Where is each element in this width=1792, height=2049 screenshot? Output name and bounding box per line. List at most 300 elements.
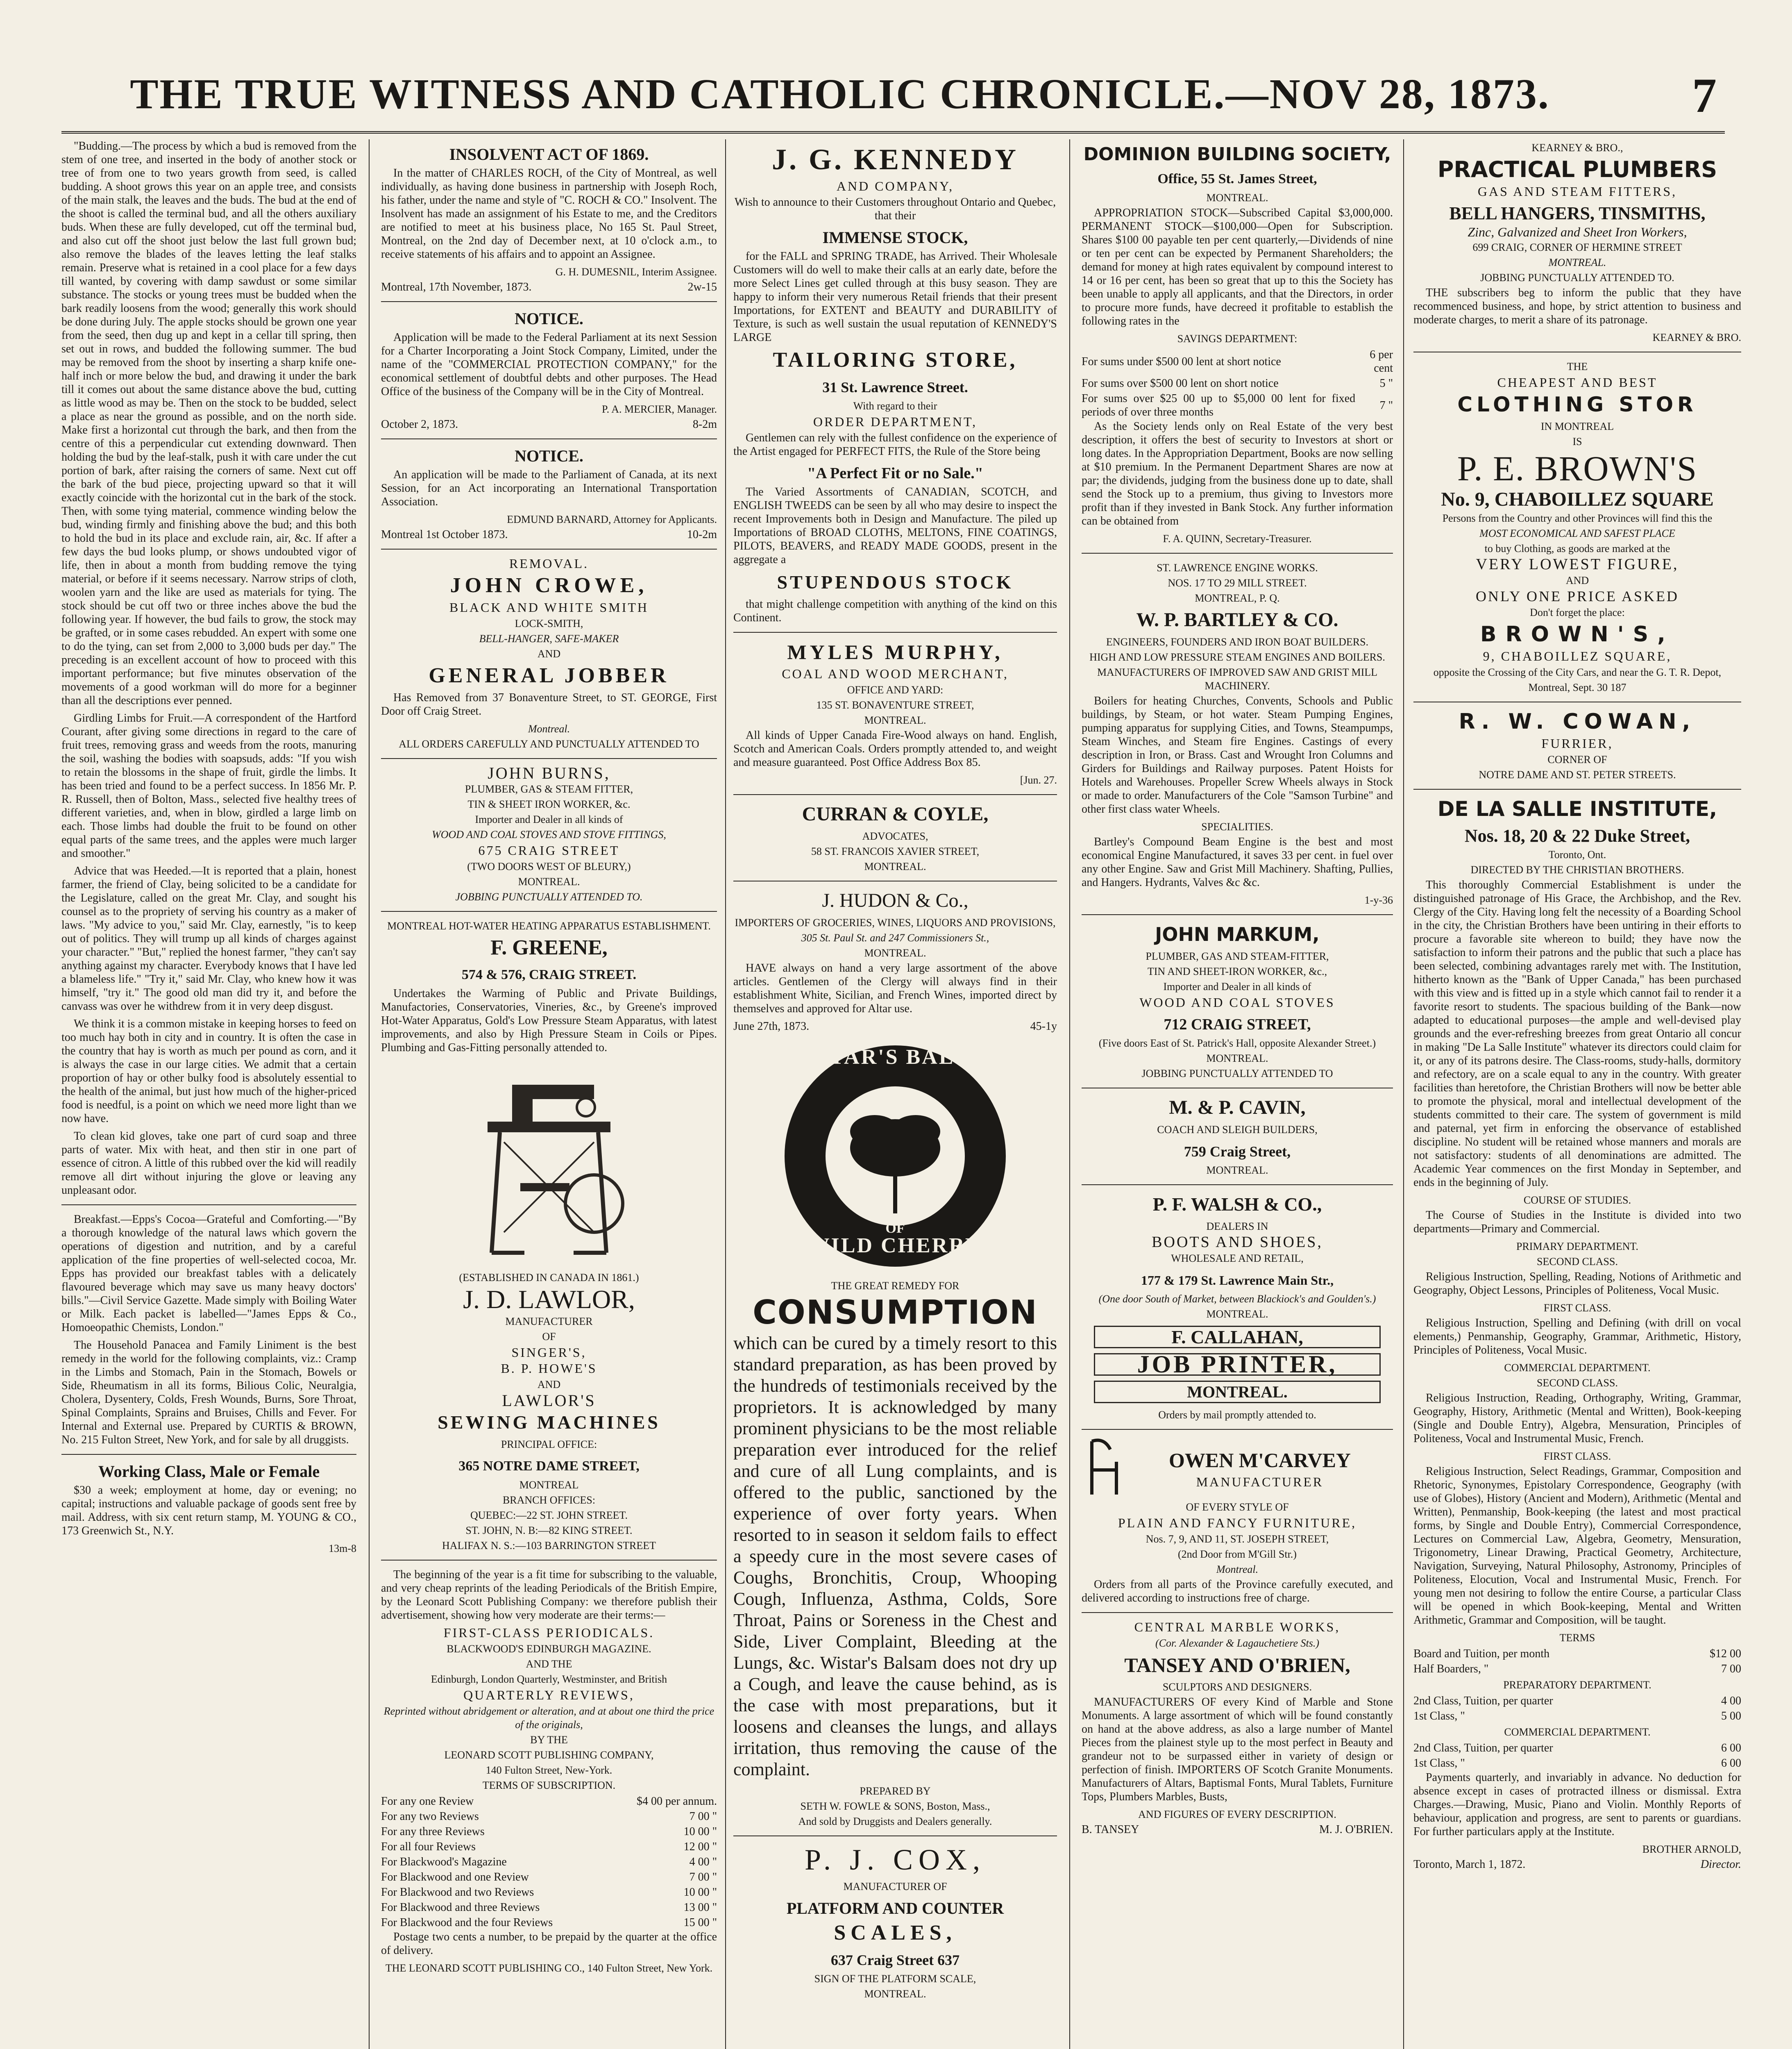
cox-sign: SIGN OF THE PLATFORM SCALE, bbox=[814, 1973, 976, 1985]
cox-scales: SCALES, bbox=[834, 1921, 957, 1945]
table-row: Board and Tuition, per month $12 00 bbox=[1413, 1647, 1741, 1660]
notice2-date: Montreal 1st October 1873. bbox=[381, 528, 508, 541]
walsh-name: P. F. WALSH & CO., bbox=[1152, 1194, 1322, 1215]
divider bbox=[1413, 789, 1741, 790]
brown-buy: to buy Clothing, as goods are marked at the bbox=[1484, 543, 1670, 554]
brown-most: MOST ECONOMICAL AND SAFEST PLACE bbox=[1479, 527, 1675, 539]
salle-first-text: Religious Instruction, Spelling and Defining (with drill on vocal elements,) Penmanship, Geography, Grammar, Arithmetic, History, Principles of Politeness, Vocal Music. bbox=[1413, 1317, 1741, 1356]
wistar-prepared: PREPARED BY bbox=[860, 1785, 931, 1797]
scott-quarterly: QUARTERLY REVIEWS, bbox=[463, 1688, 635, 1702]
markum-city: MONTREAL. bbox=[1206, 1052, 1268, 1064]
bartley-specialities: SPECIALITIES. bbox=[1201, 821, 1273, 833]
kennedy-regard: With regard to their bbox=[853, 400, 937, 412]
lawlor-name: J. D. LAWLOR, bbox=[463, 1285, 635, 1314]
divider bbox=[1082, 1184, 1393, 1185]
insolvent-heading: INSOLVENT ACT OF 1869. bbox=[449, 145, 649, 164]
insolvent-code: 2w-15 bbox=[687, 281, 717, 293]
removal-heading: REMOVAL. bbox=[509, 556, 589, 571]
brown-is: IS bbox=[1572, 436, 1582, 448]
salle-comm: COMMERCIAL DEPARTMENT. bbox=[1504, 1726, 1651, 1738]
hudon-date: June 27th, 1873. bbox=[733, 1020, 810, 1033]
kennedy-text4: that might challenge competition with anything of the kind on this Continent. bbox=[733, 598, 1057, 624]
masthead bbox=[61, 66, 1725, 134]
walsh-trade: BOOTS AND SHOES, bbox=[1152, 1233, 1323, 1251]
table-row: For all four Reviews 12 00 " bbox=[381, 1840, 717, 1853]
scott-blackwood: BLACKWOOD'S EDINBURGH MAGAZINE. bbox=[447, 1643, 651, 1655]
callahan-trade: JOB PRINTER, bbox=[1094, 1353, 1381, 1376]
salle-c-first-text: Religious Instruction, Select Readings, Grammar, Composition and Rhetoric, Synonymes, Epistolary Correspondence, Geography (with use of Globes), History (Ancient and Modern), Arithmetic (Mental and Written), Penmanship, Book-keeping (the latest and most practical forms, by Single and Double Entry), Commercial Correspondence, Lectures on Commercial Law, Algebra, Geometry, Mensuration, Trigonometry, Linear Drawing, Practical Geometry, Architecture, Navigation, Surveying, Natural Philosophy, Astronomy, Principles of Politeness, Elocution, Vocal and Instrumental Music, French. For young men not desiring to follow the entire Course, a particular Class will be opened in which Book-keeping, Mental and Written Arithmetic, Grammar and Composition, will be taught. bbox=[1413, 1465, 1741, 1626]
notice1-heading: NOTICE. bbox=[515, 309, 583, 328]
walsh-sub: WHOLESALE AND RETAIL, bbox=[1171, 1252, 1304, 1264]
column-3 bbox=[733, 139, 1057, 2049]
salle-first: FIRST CLASS. bbox=[1543, 1302, 1611, 1314]
column-5 bbox=[1413, 139, 1741, 2049]
salle-course-text: The Course of Studies in the Institute is divided into two departments—Primary and Commercial. bbox=[1413, 1209, 1741, 1235]
divider bbox=[1082, 1612, 1393, 1613]
cavin-name: M. & P. CAVIN, bbox=[1169, 1097, 1306, 1118]
lawlor-lawlors: LAWLOR'S bbox=[502, 1391, 596, 1410]
brown-price: ONLY ONE PRICE ASKED bbox=[1475, 588, 1679, 604]
dominion-rates-table bbox=[1082, 347, 1393, 420]
dominion-savings: SAVINGS DEPARTMENT: bbox=[1177, 333, 1297, 345]
salle-c-second: SECOND CLASS. bbox=[1537, 1377, 1618, 1389]
scott-sign: THE LEONARD SCOTT PUBLISHING CO., 140 Fulton Street, New York. bbox=[385, 1962, 713, 1974]
brown-name: P. E. BROWN'S bbox=[1457, 449, 1698, 488]
hudon-trade: IMPORTERS OF GROCERIES, WINES, LIQUORS AND PROVISIONS, bbox=[735, 917, 1056, 929]
tansey-works: CENTRAL MARBLE WORKS, bbox=[1134, 1620, 1341, 1634]
tansey-trade: SCULPTORS AND DESIGNERS. bbox=[1162, 1681, 1312, 1693]
notice2-sign: EDMUND BARNARD, Attorney for Applicants. bbox=[507, 513, 717, 525]
bartley-works: ST. LAWRENCE ENGINE WORKS. bbox=[1157, 562, 1318, 574]
mccarvey-trade: PLAIN AND FANCY FURNITURE, bbox=[1118, 1515, 1357, 1530]
working-class-heading: Working Class, Male or Female bbox=[98, 1462, 320, 1481]
divider bbox=[381, 438, 717, 439]
article-oats: We think it is a common mistake in keeping horses to feed on too much hay both in city and in country. It is often the case in the country that hay is worth as much per pound as corn, and it is always the case in our large cities. We admit that a certain proportion of hay or other bulky food is absolutely essential to the health of the animal, but just how much of the higher-priced food is needful, is a point on which we need more light than we now have. bbox=[61, 1018, 356, 1125]
salle-name: DE LA SALLE INSTITUTE, bbox=[1437, 797, 1717, 821]
mccarvey-city: Montreal. bbox=[1216, 1563, 1259, 1575]
salle-sign: BROTHER ARNOLD, bbox=[1642, 1843, 1741, 1855]
mccarvey-name: OWEN M'CARVEY bbox=[1168, 1448, 1351, 1472]
scott-by: BY THE bbox=[530, 1734, 568, 1746]
lawlor-of: OF bbox=[542, 1331, 556, 1343]
tansey-sign1: B. TANSEY bbox=[1082, 1823, 1139, 1836]
scott-postage: Postage two cents a number, to be prepaid by the quarter at the office of delivery. bbox=[381, 1931, 717, 1957]
divider bbox=[1082, 1429, 1393, 1430]
page-number: 7 bbox=[1692, 68, 1717, 123]
brown-text: Persons from the Country and other Provinces will find this the bbox=[1442, 512, 1713, 524]
cavin-city: MONTREAL. bbox=[1206, 1164, 1268, 1176]
hudon-name: J. HUDON & Co., bbox=[822, 890, 969, 911]
curran-address: 58 ST. FRANCOIS XAVIER STREET, bbox=[811, 845, 980, 857]
greene-address: 574 & 576, CRAIG STREET. bbox=[461, 967, 637, 982]
kearney-city: MONTREAL. bbox=[1548, 257, 1606, 268]
tansey-name: TANSEY AND O'BRIEN, bbox=[1124, 1654, 1350, 1676]
column-rule bbox=[725, 139, 726, 2049]
table-row: For any three Reviews 10 00 " bbox=[381, 1825, 717, 1838]
mccarvey-text: Orders from all parts of the Province carefully executed, and delivered according to instructions free of charge. bbox=[1082, 1578, 1393, 1604]
kennedy-text3: The Varied Assortments of CANADIAN, SCOTCH, and ENGLISH TWEEDS can be seen by all who may desire to inspect the recent Improvements both in Design and Manufacture. The piled up Importations of BROAD CLOTHS, MELTONS, FINE COATINGS, PILOTS, BEAVERS, and READY MADE GOODS, present in the aggregate a bbox=[733, 486, 1057, 566]
cox-city: MONTREAL. bbox=[864, 1988, 926, 2000]
hudon-text: HAVE always on hand a very large assortment of the above articles. Gentlemen of the Clergy will always find in their establishment White, Sicilian, and French Wines, imported direct by themselves and approved for Altar use. bbox=[733, 962, 1057, 1015]
walsh-dealers: DEALERS IN bbox=[1206, 1220, 1268, 1232]
callahan-name: F. CALLAHAN, bbox=[1094, 1326, 1381, 1348]
curran-name: CURRAN & COYLE, bbox=[802, 803, 989, 825]
notice2-heading: NOTICE. bbox=[515, 447, 583, 465]
walsh-address: 177 & 179 St. Lawrence Main Str., bbox=[1141, 1273, 1334, 1288]
salle-rates-table-3 bbox=[1413, 1740, 1741, 1771]
scott-rates-table bbox=[381, 1794, 717, 1930]
bartley-high: HIGH AND LOW PRESSURE STEAM ENGINES AND BOILERS. bbox=[1089, 651, 1385, 663]
kennedy-name: J. G. KENNEDY bbox=[771, 143, 1019, 176]
working-class-text: $30 a week; employment at home, day or evening; no capital; instructions and valuable package of goods sent free by mail. Address, with six cent return stamp, M. YOUNG & CO., 173 Greenwich St., N.Y. bbox=[61, 1484, 356, 1537]
lawlor-branch1: QUEBEC:—22 ST. JOHN STREET. bbox=[470, 1509, 628, 1521]
table-row: For Blackwood and the four Reviews 15 00 " bbox=[381, 1916, 717, 1929]
brown-the: THE bbox=[1567, 361, 1588, 373]
working-class-code: 13m-8 bbox=[329, 1542, 356, 1554]
cox-trade: PLATFORM AND COUNTER bbox=[786, 1899, 1004, 1917]
divider bbox=[733, 1835, 1057, 1836]
insolvent-sign: G. H. DUMESNIL, Interim Assignee. bbox=[555, 266, 717, 278]
crowe-jobber: GENERAL JOBBER bbox=[429, 664, 669, 687]
bartley-text2: Bartley's Compound Beam Engine is the best and most economical Engine Manufactured, it saves 33 per cent. in fuel over any other Engine. Saw and Grist Mill Machinery. Shafting, Pullies, and Hangers. Hydrants, Valves &c &c. bbox=[1082, 836, 1393, 889]
wistar-seal-top: WISTAR'S BALSAM bbox=[783, 1045, 1007, 1069]
scott-and: AND THE bbox=[526, 1658, 572, 1670]
hudon-footer bbox=[733, 1020, 1057, 1033]
kennedy-intro: Wish to announce to their Customers throughout Ontario and Quebec, that their bbox=[734, 196, 1056, 222]
divider bbox=[61, 1454, 356, 1455]
crowe-and: AND bbox=[537, 648, 561, 660]
column-rule bbox=[369, 139, 370, 2049]
kearney-top: KEARNEY & BRO., bbox=[1531, 142, 1623, 154]
bartley-text: Boilers for heating Churches, Convents, Schools and Public buildings, by Steam, or hot water. Steam Pumping Engines, pumping apparatus for supplying Cities, and Towns, Steampumps, Steam Winches, and Steam fire Engines. Castings of every description in Iron, or Brass. Cast and Wrought Iron Columns and Girders for Buildings and Railway purposes. Patent Hoists for Hotels and Warehouses. Propeller Screw Wheels always in Stock or made to order. Manufacturers of the Cole "Samson Turbine" and other first class water Wheels. bbox=[1082, 695, 1393, 816]
column-1 bbox=[61, 139, 356, 2049]
lawlor-city: MONTREAL bbox=[519, 1479, 579, 1491]
tansey-corner: (Cor. Alexander & Lagauchetiere Sts.) bbox=[1155, 1637, 1320, 1649]
ad-panacea: The Household Panacea and Family Liniment is the best remedy in the world for the following complaints, viz.: Cramp in the Limbs and Stomach, Pain in the Stomach, Bowels or Side, Rheumatism in all its forms, Bilious Colic, Neuralgia, Cholera, Dysentery, Colds, Fresh Wounds, Burns, Sore Throat, Spinal Complaints, Sprains and Bruises, Chills and Fever. For Internal and External use. Prepared by CURTIS & BROWN, No. 215 Fulton Street, New York, and for sale by all druggists. bbox=[61, 1339, 356, 1446]
walsh-city: MONTREAL. bbox=[1206, 1308, 1268, 1320]
crowe-orders: ALL ORDERS CAREFULLY AND PUNCTUALLY ATTENDED TO bbox=[399, 738, 699, 750]
wistar-sign: SETH W. FOWLE & SONS, Boston, Mass., bbox=[800, 1800, 990, 1812]
column-rule bbox=[1403, 139, 1404, 2049]
markum-jobbing: JOBBING PUNCTUALLY ATTENDED TO bbox=[1141, 1068, 1333, 1079]
markum-name: JOHN MARKUM, bbox=[1155, 923, 1320, 945]
notice1-text: Application will be made to the Federal Parliament at its next Session for a Charter Incorporating a Joint Stock Company, Limited, under the name of the "COMMERCIAL PROTECTION COMPANY," for the economical settlement of doubtful debts and other purposes. The Head Office of the business of the Company will be in the City of Montreal. bbox=[381, 331, 717, 398]
kearney-text: THE subscribers beg to inform the public that they have recommenced business, and hope, by strict attention to business and moderate charges, to merit a share of its patronage. bbox=[1413, 286, 1741, 326]
divider bbox=[733, 632, 1057, 633]
markum-address: 712 CRAIG STREET, bbox=[1164, 1016, 1311, 1033]
walsh-door: (One door South of Market, between Blackiock's and Goulden's.) bbox=[1098, 1293, 1376, 1305]
tansey-figures: AND FIGURES OF EVERY DESCRIPTION. bbox=[1138, 1808, 1336, 1820]
table-row: Half Boarders, " 7 00 bbox=[1413, 1663, 1741, 1675]
markum-door: (Five doors East of St. Patrick's Hall, opposite Alexander Street.) bbox=[1098, 1037, 1376, 1049]
divider bbox=[381, 911, 717, 912]
notice1-sign: P. A. MERCIER, Manager. bbox=[602, 403, 717, 415]
table-row: 2nd Class, Tuition, per quarter 4 00 bbox=[1413, 1695, 1741, 1707]
table-row: 2nd Class, Tuition, per quarter 6 00 bbox=[1413, 1742, 1741, 1754]
kennedy-order: ORDER DEPARTMENT, bbox=[813, 414, 978, 429]
brown-cheapest: CHEAPEST AND BEST bbox=[1497, 375, 1658, 390]
mccarvey-style: OF EVERY STYLE OF bbox=[1186, 1501, 1289, 1513]
salle-second-text: Religious Instruction, Spelling, Reading, Notions of Arithmetic and Geography, Object Lessons, Principles of Politeness, Vocal Music. bbox=[1413, 1270, 1741, 1297]
insolvent-date: Montreal, 17th November, 1873. bbox=[381, 281, 532, 293]
lawlor-and: AND bbox=[537, 1379, 561, 1390]
kennedy-text2: Gentlemen can rely with the fullest confidence on the experience of the Artist engaged for PERFECT FITS, the Rule of the Store being bbox=[733, 432, 1057, 458]
article-budding: "Budding.—The process by which a bud is removed from the stem of one tree, and inserted in the body of another stock or tree of from one to two years growth from seed, is called budding. A shoot grows this year on an apple tree, and consists of the main stalk, the leaves and the buds. The bud at the end of the shoot is called the terminal bud, and all the others auxiliary buds. When these are fully developed, cut off the terminal bud, and also cut off the shoot just below the last full grown bud; also remove the blades of the leaves letting the leaf stalks remain. Preserve what is retained in a cool place for a few days till wanted, by covering with damp sawdust or some similar substance. The stocks or young trees must be budded when the bark readily loosens from the wood; generally this work should be done during July. The apple stocks should be grown one year from the seed, then dug up and kept in a cellar till spring, then set out in rows, and budded the following summer. The bud may be removed from the shoot by inserting a sharp knife one-half inch or more below the bud, and drawing it under the bark till it comes out about the same distance above the bud, cutting as little wood as may be. Then on the stock to be budded, select a place as near the ground as possible, and on the north side. Make first a horizontal cut through the bark, and then from the centre of this a perpendicular cut extending downward. Then holding the bud by the leaf-stalk, push it with care under the cut portion of bark, after raising the corners of same. Next cut off the bark of the bud piece, projecting upward so that it will exactly coincide with the horizontal cut in the bark of the stock. Then, with some tying material, commence winding below the bud, winding firmly and finishing above the bud; and this both to hold the bud in its place and exclude rain, air, &c. If after a few days the bud looks plump, or shows undoubted vigor of life, then in about a month from budding remove the tying material, or before if it seems necessary. Narrow strips of cloth, woolen yarn and the like are used as materials for tying. The stock should be cut off two or three inches above the bud the following year. If however, the bud fails to grow, the stock may be grafted, or in some cases rebudded. An expert with some one to do the tying, can set from 2,000 to 3,000 buds per day." The preceding is an excellent account of how to proceed with this important performance; but five minutes observation of the movements of a good workman will do more for a beginner than all the descriptions ever penned. bbox=[61, 140, 356, 707]
crowe-city: Montreal. bbox=[528, 723, 570, 735]
divider bbox=[61, 1204, 356, 1205]
greene-name: F. GREENE, bbox=[490, 936, 608, 959]
brown-forget: Don't forget the place: bbox=[1530, 607, 1625, 618]
hudon-code: 45-1y bbox=[1030, 1020, 1057, 1033]
murphy-city: MONTREAL. bbox=[864, 714, 926, 726]
scott-company: LEONARD SCOTT PUBLISHING COMPANY, bbox=[444, 1749, 654, 1761]
salle-prep: PREPARATORY DEPARTMENT. bbox=[1503, 1679, 1651, 1691]
salle-primary: PRIMARY DEPARTMENT. bbox=[1516, 1240, 1638, 1252]
murphy-date: [Jun. 27. bbox=[1020, 774, 1057, 786]
scott-intro: The beginning of the year is a fit time for subscribing to the valuable, and very cheap reprints of the leading Periodicals of the British Empire, by the Leonard Scott Publishing Company: we therefore publish their advertisement, showing how very moderate are their terms:— bbox=[381, 1568, 717, 1622]
cowan-address: NOTRE DAME AND ST. PETER STREETS. bbox=[1479, 769, 1676, 781]
table-row: For any one Review $4 00 per annum. bbox=[381, 1795, 717, 1808]
lawlor-office: PRINCIPAL OFFICE: bbox=[501, 1438, 597, 1450]
divider bbox=[381, 1560, 717, 1561]
cox-manufacturer: MANUFACTURER OF bbox=[843, 1881, 947, 1892]
scott-first-class: FIRST-CLASS PERIODICALS. bbox=[443, 1625, 655, 1640]
cox-name: P. J. COX, bbox=[804, 1843, 986, 1876]
wistar-seal-of: OF bbox=[885, 1221, 905, 1236]
hudon-address: 305 St. Paul St. and 247 Commissioners St., bbox=[801, 932, 989, 944]
burns-address: 675 CRAIG STREET bbox=[478, 843, 620, 858]
table-row: For Blackwood's Magazine 4 00 " bbox=[381, 1856, 717, 1868]
kearney-jobbing: JOBBING PUNCTUALLY ATTENDED TO. bbox=[1480, 272, 1674, 284]
table-row: For Blackwood and two Reviews 10 00 " bbox=[381, 1886, 717, 1899]
kearney-sign: KEARNEY & BRO. bbox=[1652, 332, 1741, 343]
markum-importer: Importer and Dealer in all kinds of bbox=[1163, 981, 1311, 993]
markum-trade: PLUMBER, GAS AND STEAM-FITTER, bbox=[1146, 950, 1329, 962]
mccarvey-header bbox=[1082, 1437, 1393, 1499]
tansey-signs bbox=[1082, 1823, 1393, 1836]
lawlor-address: 365 NOTRE DAME STREET, bbox=[458, 1458, 640, 1474]
scott-address: 140 Fulton Street, New-York. bbox=[485, 1764, 612, 1776]
kearney-bell: BELL HANGERS, TINSMITHS, bbox=[1449, 203, 1706, 223]
burns-name: JOHN BURNS, bbox=[488, 764, 610, 782]
table-row: For Blackwood and one Review 7 00 " bbox=[381, 1871, 717, 1883]
lawlor-established: (ESTABLISHED IN CANADA IN 1861.) bbox=[459, 1272, 639, 1283]
cavin-address: 759 Craig Street, bbox=[1184, 1143, 1291, 1160]
salle-text: This thoroughly Commercial Establishment is under the distinguished patronage of His Grace, the Archbishop, and the Rev. Clergy of the City. Having long felt the necessity of a Boarding School in the city, the Christian Brothers have been untiring in their efforts to procure a favorable site whereon to build; they have now the satisfaction to inform their patrons and the public that such a place has been selected, combining advantages rarely met with. The Institution, hitherto known as the "Bank of Upper Canada," has been purchased with this view and is fitted up in a style which cannot fail to render it a favorite resort to students. The spacious building of the Bank—now adapted to educational purposes—the ample and well-devised play grounds and the ever-refreshing breezes from great Ontario all concur in making "De La Salle Institute" whatever its directors could claim for it, or any of its patrons desire. The Class-rooms, study-halls, dormitory and refectory, are on a scale equal to any in the country. With greater facilities than heretofore, the Christian Brothers will now be better able to promote the physical, moral and intellectual development of the students committed to their care. The system of government is mild and paternal, yet firm in enforcing the observance of established discipline. No student will be retained whose manners and morals are not satisfactory: students of all denominations are admitted. The Academic Year commences on the first Monday in September, and ends in the beginning of July. bbox=[1413, 879, 1741, 1189]
salle-text2: Payments quarterly, and invariably in advance. No deduction for absence except in cases of protracted illness or dismissal. Extra Charges.—Drawing, Music, Piano and Violin. Monthly Reports of behaviour, application and progress, are sent to parents or guardians. For further particulars apply at the Institute. bbox=[1413, 1771, 1741, 1838]
burns-dealer: Importer and Dealer in all kinds of bbox=[475, 813, 623, 825]
salle-rates-table-1 bbox=[1413, 1646, 1741, 1676]
bartley-manufacturers: MANUFACTURERS OF IMPROVED SAW AND GRIST MILL MACHINERY. bbox=[1097, 666, 1378, 692]
curran-trade: ADVOCATES, bbox=[862, 830, 928, 842]
table-row: For sums under $500 00 lent at short notice 6 per cent bbox=[1082, 348, 1393, 375]
kennedy-stupendous: STUPENDOUS STOCK bbox=[777, 572, 1014, 593]
burns-tin: TIN & SHEET IRON WORKER, &c. bbox=[467, 798, 631, 810]
wistar-seal-bottom: WILD CHERRY bbox=[808, 1234, 982, 1257]
notice1-footer bbox=[381, 418, 717, 431]
lawlor-howe: B. P. HOWE'S bbox=[501, 1361, 597, 1376]
brown-opposite: opposite the Crossing of the City Cars, and near the G. T. R. Depot, bbox=[1433, 666, 1722, 678]
wistar-consumption: CONSUMPTION bbox=[753, 1293, 1038, 1331]
bartley-code: 1-y-36 bbox=[1364, 894, 1393, 906]
divider bbox=[381, 301, 717, 302]
lawlor-manufacturer: MANUFACTURER bbox=[505, 1315, 593, 1327]
dominion-city: MONTREAL. bbox=[1206, 192, 1268, 204]
markum-tin: TIN AND SHEET-IRON WORKER, &c., bbox=[1147, 965, 1327, 977]
article-gloves: To clean kid gloves, take one part of curd soap and three parts of water. Mix with heat, and then stir in one part of essence of citron. A little of this rubbed over the kid will readily remove all dirt without injuring the glove or leaving any unpleasant odor. bbox=[61, 1130, 356, 1197]
table-row: For sums over $500 00 lent on short notice 5 " bbox=[1082, 377, 1393, 390]
cowan-name: R. W. COWAN, bbox=[1459, 709, 1696, 734]
kennedy-motto: "A Perfect Fit or no Sale." bbox=[807, 465, 983, 482]
salle-c-second-text: Religious Instruction, Reading, Orthography, Writing, Grammar, Geography, History, Arithmetic (Mental and Written), Book-keeping (Single and Double Entry), Algebra, Mensuration, Principles of Politeness, Vocal and Instrumental Music, French. bbox=[1413, 1392, 1741, 1445]
scott-terms: TERMS OF SUBSCRIPTION. bbox=[482, 1779, 616, 1791]
crowe-trade: BLACK AND WHITE SMITH bbox=[449, 600, 649, 615]
table-row: For sums over $25 00 up to $5,000 00 lent for fixed periods of over three months 7 " bbox=[1082, 392, 1393, 418]
salle-date: Toronto, March 1, 1872. bbox=[1413, 1858, 1526, 1871]
kearney-practical: PRACTICAL PLUMBERS bbox=[1437, 157, 1717, 182]
cowan-corner: CORNER OF bbox=[1547, 754, 1607, 766]
mccarvey-door: (2nd Door from M'Gill Str.) bbox=[1178, 1548, 1297, 1560]
salle-rates-table-2 bbox=[1413, 1693, 1741, 1724]
salle-address: Nos. 18, 20 & 22 Duke Street, bbox=[1464, 826, 1690, 846]
notice1-code: 8-2m bbox=[692, 418, 717, 431]
table-row: For any two Reviews 7 00 " bbox=[381, 1810, 717, 1823]
wistar-sold: And sold by Druggists and Dealers generally. bbox=[798, 1815, 992, 1827]
article-girdling: Girdling Limbs for Fruit.—A correspondent of the Hartford Courant, after giving some directions in regard to the care of fruit trees, removing grass and weeds from the roots, manuring the soil, washing the bodies with soapsuds, adds: "If you wish to retain the blossoms in the shape of fruit, girdle the limbs. It has been tried and found to be a perfect success. In 1856 Mr. P. R. Russell, then of Bolton, Mass., selected five healthy trees of different varieties, and, when in blow, girdled a large limb on each. Those limbs had double the fruit to be found on other equal parts of the same trees, and the apples were much larger and smoother." bbox=[61, 712, 356, 860]
newspaper-title: THE TRUE WITNESS AND CATHOLIC CHRONICLE.—NOV 28, 1873. bbox=[130, 70, 1550, 118]
mccarvey-manufacturer: MANUFACTURER bbox=[1196, 1474, 1324, 1489]
cavin-trade: COACH AND SLEIGH BUILDERS, bbox=[1157, 1124, 1318, 1136]
salle-director: Director. bbox=[1700, 1858, 1741, 1871]
greene-text: Undertakes the Warming of Public and Private Buildings, Manufactories, Conservatories, Vineries, &c., by Greene's improved Hot-Water Apparatus, Gold's Low Pressure Steam Apparatus, with latest improvements, and also by High Pressure Steam in Coils or Pipes. Plumbing and Gas-Fitting personally attended to. bbox=[381, 987, 717, 1054]
notice2-footer bbox=[381, 528, 717, 541]
kennedy-text1: for the FALL and SPRING TRADE, has Arrived. Their Wholesale Customers will do well to make their calls at an early date, before the more Select Lines get culled through at this busy season. They are happy to inform their very numerous Retail friends that their present Importations, for EXTENT and BEAUTY and DURABILITY of Texture, is such as well sustain the usual reputation of KENNEDY'S LARGE bbox=[733, 250, 1057, 344]
tansey-text: MANUFACTURERS OF every Kind of Marble and Stone Monuments. A large assortment of which will be found constantly on hand at the above address, as also a large number of Mantel Pieces from the plainest style up to the most perfect in Beauty and grandeur not to be surpassed either in variety of design or perfection of finish. IMPORTERS OF Scotch Granite Monuments. Manufacturers of Altars, Baptismal Fonts, Mural Tablets, Furniture Tops, Plumbers Marbles, Busts, bbox=[1082, 1696, 1393, 1803]
kearney-address: 699 CRAIG, CORNER OF HERMINE STREET bbox=[1472, 241, 1682, 253]
brown-address: No. 9, CHABOILLEZ SQUARE bbox=[1441, 488, 1714, 510]
scott-reviews: Edinburgh, London Quarterly, Westminster, and British bbox=[431, 1673, 667, 1685]
chair-icon bbox=[1082, 1437, 1127, 1499]
kearney-gas: GAS AND STEAM FITTERS, bbox=[1477, 184, 1677, 199]
murphy-address: 135 ST. BONAVENTURE STREET, bbox=[816, 699, 974, 711]
crowe-address: Has Removed from 37 Bonaventure Street, to ST. GEORGE, First Door off Craig Street. bbox=[381, 691, 717, 718]
article-advice: Advice that was Heeded.—It is reported that a plain, honest farmer, the friend of Clay, being solicited to be a candidate for the Legislature, called on the great Mr. Clay, and sought his counsel as to the propriety of serving his country as a maker of laws. "My advice to you," said Mr. Clay, earnestly, "is to keep out of politics. They will trump up all kinds of charges against your character." "But," replied the honest farmer, "they can't say anything against my character. Everybody knows that I have led a blameless life." "Try it," said Mr. Clay, who knew how it was himself, "try it." The good old man did try it, and before the canvass was over he withdrew from it in very deep disgust. bbox=[61, 865, 356, 1013]
brown-date: Montreal, Sept. 30 187 bbox=[1528, 681, 1626, 693]
notice2-code: 10-2m bbox=[687, 528, 717, 541]
table-row: 1st Class, " 6 00 bbox=[1413, 1757, 1741, 1770]
dominion-text2: As the Society lends only on Real Estate of the very best description, it offers the best of security to Investors at short or long dates. In the Appropriation Department, Books are now selling at $10 premium. In the Permanent Department Shares are now at par; the dividends, judging from the business done up to date, shall send the Stock up to a premium, thus giving to Investors more profit than if they invested in Bank Stock. Any further information can be obtained from bbox=[1082, 420, 1393, 527]
crowe-lock: LOCK-SMITH, bbox=[515, 618, 583, 629]
brown-and: AND bbox=[1565, 575, 1589, 586]
salle-c-first: FIRST CLASS. bbox=[1543, 1450, 1611, 1462]
divider bbox=[733, 794, 1057, 795]
table-row: For Blackwood and three Reviews 13 00 " bbox=[381, 1901, 717, 1914]
lawlor-branch3: HALIFAX N. S.:—103 BARRINGTON STREET bbox=[442, 1540, 656, 1552]
salle-footer bbox=[1413, 1858, 1741, 1871]
burns-jobbing: JOBBING PUNCTUALLY ATTENDED TO. bbox=[455, 891, 643, 903]
burns-trade: PLUMBER, GAS & STEAM FITTER, bbox=[465, 783, 633, 795]
hudon-city: MONTREAL. bbox=[864, 947, 926, 959]
hotwater-heading: MONTREAL HOT-WATER HEATING APPARATUS ESTABLISHMENT. bbox=[387, 920, 711, 932]
salle-city: Toronto, Ont. bbox=[1548, 849, 1606, 861]
salle-course: COURSE OF STUDIES. bbox=[1523, 1194, 1631, 1206]
column-2 bbox=[381, 139, 717, 2049]
sewing-machine-illustration bbox=[463, 1060, 635, 1265]
tansey-sign2: M. J. O'BRIEN. bbox=[1319, 1823, 1393, 1836]
table-row: 1st Class, " 5 00 bbox=[1413, 1710, 1741, 1722]
column-rule bbox=[1069, 139, 1070, 2049]
curran-city: MONTREAL. bbox=[864, 861, 926, 872]
lawlor-sewing: SEWING MACHINES bbox=[438, 1412, 660, 1433]
brown-browns: BROWN'S, bbox=[1480, 622, 1674, 647]
crowe-name: JOHN CROWE, bbox=[450, 574, 648, 597]
murphy-name: MYLES MURPHY, bbox=[787, 641, 1003, 663]
wistar-great: THE GREAT REMEDY FOR bbox=[831, 1280, 960, 1292]
dominion-name: DOMINION BUILDING SOCIETY, bbox=[1083, 144, 1391, 165]
insolvent-text: In the matter of CHARLES ROCH, of the City of Montreal, as well individually, as having done business in partnership with Joseph Roch, his father, under the name and style of "C. ROCH & CO." Insolvent. The Insolvent has made an assignment of his Estate to me, and the Creditors are notified to meet at his business place, No 165 St. Paul Street, Montreal, on the 2nd day of December next, at 10 o'clock a.m., to receive statements of his affairs and to appoint an Assignee. bbox=[381, 167, 717, 261]
lawlor-branch: BRANCH OFFICES: bbox=[502, 1494, 596, 1506]
brown-clothing: CLOTHING STOR bbox=[1457, 393, 1697, 416]
murphy-text: All kinds of Upper Canada Fire-Wood always on hand. English, Scotch and American Coals. Orders promptly attended to, and weight and measure guaranteed. Post Office Address Box 85. bbox=[733, 729, 1057, 769]
cowan-trade: FURRIER, bbox=[1541, 736, 1613, 751]
scott-reprinted: Reprinted without abridgement or alteration, and at about one third the price of the originals, bbox=[383, 1705, 715, 1731]
wistar-seal bbox=[780, 1041, 1010, 1271]
kennedy-stock: IMMENSE STOCK, bbox=[822, 228, 968, 247]
column-4 bbox=[1082, 139, 1393, 2049]
divider bbox=[1082, 914, 1393, 915]
insolvent-footer bbox=[381, 280, 717, 294]
divider bbox=[381, 758, 717, 759]
ad-epps-cocoa: Breakfast.—Epps's Cocoa—Grateful and Comforting.—"By a thorough knowledge of the natural laws which govern the operations of digestion and nutrition, and by a careful application of the fine properties of well-selected cocoa, Mr. Epps has provided our breakfast tables with a delicately flavoured beverage which may save us many heavy doctors' bills."—Civil Service Gazette. Made simply with Boiling Water or Milk. Each packet is labelled—"James Epps & Co., Homoeopathic Chemists, London." bbox=[61, 1213, 356, 1334]
mccarvey-heading bbox=[1127, 1445, 1393, 1491]
murphy-office: OFFICE AND YARD: bbox=[847, 684, 944, 696]
divider bbox=[1082, 553, 1393, 554]
callahan-orders: Orders by mail promptly attended to. bbox=[1158, 1409, 1316, 1421]
kennedy-store: TAILORING STORE, bbox=[773, 348, 1018, 372]
bartley-trade: ENGINEERS, FOUNDERS AND IRON BOAT BUILDERS. bbox=[1106, 636, 1369, 648]
salle-second: SECOND CLASS. bbox=[1537, 1256, 1618, 1268]
brown-lowest: VERY LOWEST FIGURE, bbox=[1476, 556, 1679, 573]
kearney-zinc: Zinc, Galvanized and Sheet Iron Workers, bbox=[1468, 225, 1687, 239]
salle-commercial: COMMERCIAL DEPARTMENT. bbox=[1504, 1362, 1651, 1374]
kennedy-address: 31 St. Lawrence Street. bbox=[822, 379, 968, 395]
burns-city: MONTREAL. bbox=[518, 876, 580, 888]
lawlor-branch2: ST. JOHN, N. B:—82 KING STREET. bbox=[465, 1524, 633, 1536]
notice1-date: October 2, 1873. bbox=[381, 418, 458, 431]
cox-address: 637 Craig Street 637 bbox=[830, 1952, 960, 1968]
crowe-bell: BELL-HANGER, SAFE-MAKER bbox=[479, 633, 619, 645]
notice2-text: An application will be made to the Parliament of Canada, at its next Session, for an Act incorporating an International Transportation Association. bbox=[381, 468, 717, 508]
salle-directed: DIRECTED BY THE CHRISTIAN BROTHERS. bbox=[1470, 864, 1684, 876]
kennedy-company: AND COMPANY, bbox=[836, 179, 954, 193]
brown-in: IN MONTREAL bbox=[1540, 420, 1614, 432]
salle-terms: TERMS bbox=[1559, 1632, 1595, 1644]
dominion-text: APPROPRIATION STOCK—Subscribed Capital $3,000,000. PERMANENT STOCK—$100,000—Open for Subscription. Shares $100 00 payable ten per cent quarterly,—Dividends of nine or ten per cent can be expected by Permanent Shareholders; the demand for money at high rates equivalent by compound interest to 14 or 16 per cent, has been so great that up to this the Society has been unable to apply all applicants, and that the Directors, in order to procure more funds, have decreed it profitable to establish the following rates in the bbox=[1082, 207, 1393, 327]
brown-square: 9, CHABOILLEZ SQUARE, bbox=[1483, 649, 1672, 663]
bartley-city: MONTREAL, P. Q. bbox=[1195, 592, 1280, 604]
wistar-text: which can be cured by a timely resort to this standard preparation, as has been proved by the hundreds of testimonials received by the proprietors. It is acknowledged by many prominent physicians to be the most reliable preparation ever introduced for the relief and cure of all Lung complaints, and is offered to the public, sanctioned by the experience of over forty years. When resorted to in season it seldom fails to effect a speedy cure in the most severe cases of Coughs, Bronchitis, Croup, Whooping Cough, Influenza, Asthma, Colds, Sore Throat, Pains or Soreness in the Chest and Side, Liver Complaint, Bleeding at the Lungs, &c. Wistar's Balsam does not dry up a Cough, and leave the cause behind, as is the case with most preparations, but it loosens and cleanses the lungs, and allays irritation, thus removing the cause of the complaint. bbox=[733, 1333, 1057, 1779]
bartley-address: NOS. 17 TO 29 MILL STREET. bbox=[1168, 577, 1307, 589]
burns-address2: (TWO DOORS WEST OF BLEURY,) bbox=[467, 861, 631, 872]
burns-stoves: WOOD AND COAL STOVES AND STOVE FITTINGS, bbox=[432, 829, 666, 840]
dominion-sign: F. A. QUINN, Secretary-Treasurer. bbox=[1163, 533, 1312, 545]
markum-stoves: WOOD AND COAL STOVES bbox=[1139, 995, 1335, 1010]
callahan-city: MONTREAL. bbox=[1094, 1381, 1381, 1403]
mccarvey-address: Nos. 7, 9, AND 11, ST. JOSEPH STREET, bbox=[1146, 1533, 1329, 1545]
murphy-trade: COAL AND WOOD MERCHANT, bbox=[782, 666, 1009, 681]
divider bbox=[381, 549, 717, 550]
lawlor-singer: SINGER'S, bbox=[511, 1345, 587, 1360]
